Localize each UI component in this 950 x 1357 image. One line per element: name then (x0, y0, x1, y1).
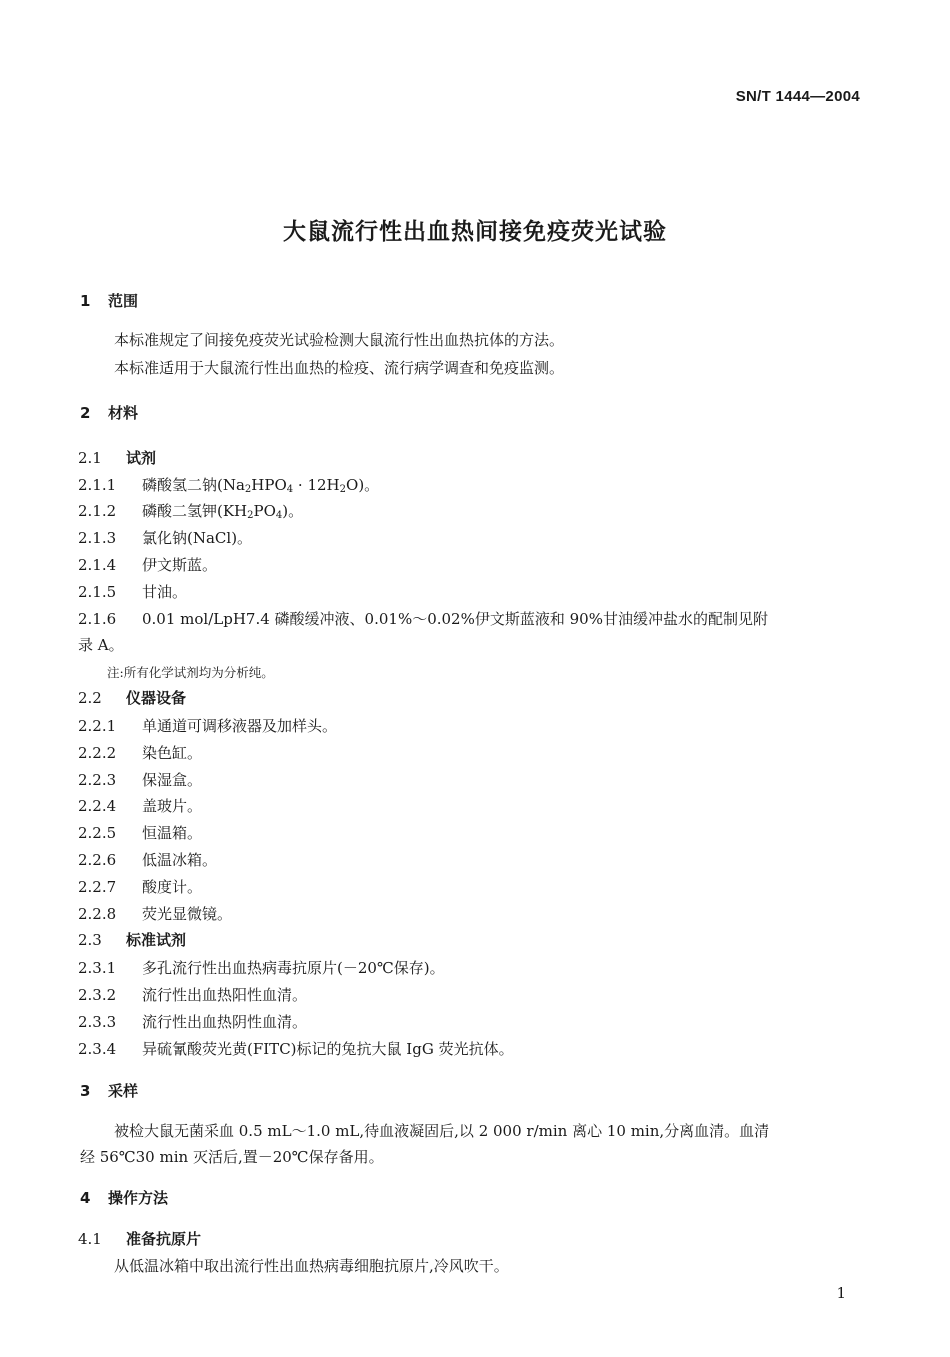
subsection-title: 标准试剂 (126, 931, 187, 949)
section-1-heading (80, 291, 138, 311)
section-number: 2 (80, 404, 91, 422)
subsection-number: 2.1 (78, 449, 102, 467)
item-number: 2.2.5 (78, 824, 117, 842)
list-item (78, 877, 202, 897)
list-item (78, 985, 307, 1005)
list-item (78, 796, 202, 816)
subsection-title: 准备抗原片 (126, 1230, 202, 1248)
list-item (78, 501, 303, 526)
item-text: 甘油。 (142, 583, 188, 601)
subsection-heading (78, 448, 156, 468)
item-text: 染色缸。 (142, 744, 203, 762)
subsection-heading (78, 930, 186, 950)
section-number: 4 (80, 1189, 91, 1207)
subsection-heading (78, 1229, 201, 1249)
item-number: 2.2.1 (78, 717, 117, 735)
section-title: 范围 (108, 292, 139, 310)
item-number: 2.1.2 (78, 502, 117, 520)
subsection-heading (78, 688, 186, 708)
list-item (78, 555, 217, 575)
item-number: 2.1.5 (78, 583, 117, 601)
item-number: 2.1.4 (78, 556, 117, 574)
item-number: 2.3.2 (78, 986, 117, 1004)
item-number: 2.1.1 (78, 476, 117, 494)
paragraph: 从低温冰箱中取出流行性出血热病毒细胞抗原片,冷风吹干。 (114, 1257, 509, 1275)
item-number: 2.3.4 (78, 1040, 117, 1058)
document-title: 大鼠流行性出血热间接免疫荧光试验 (283, 219, 667, 245)
section-number: 3 (80, 1082, 91, 1100)
list-item (78, 770, 202, 790)
list-item (78, 582, 187, 602)
item-text: 流行性出血热阳性血清。 (142, 986, 308, 1004)
item-number: 2.2.3 (78, 771, 117, 789)
section-number: 1 (80, 292, 91, 310)
item-text: 0.01 mol/LpH7.4 磷酸缓冲液、0.01%～0.02%伊文斯蓝液和 90%甘油缓冲盐水的配制见附 (142, 610, 768, 628)
list-item (78, 850, 217, 870)
item-number: 2.1.6 (78, 610, 117, 628)
list-item (78, 528, 252, 548)
list-item (78, 823, 202, 843)
subsection-number: 2.2 (78, 689, 102, 707)
item-number: 2.3.1 (78, 959, 117, 977)
item-text: 盖玻片。 (142, 797, 203, 815)
item-text: 多孔流行性出血热病毒抗原片(－20℃保存)。 (142, 959, 445, 977)
item-number: 2.2.2 (78, 744, 117, 762)
list-item (78, 716, 337, 736)
list-item (78, 475, 379, 500)
item-text: 酸度计。 (142, 878, 203, 896)
list-item (78, 743, 202, 763)
list-item (78, 1012, 307, 1032)
list-item (78, 609, 768, 629)
item-text: 恒温箱。 (142, 824, 203, 842)
item-text: 氯化钠(NaCl)。 (142, 529, 253, 547)
paragraph: 本标准规定了间接免疫荧光试验检测大鼠流行性出血热抗体的方法。 (114, 331, 565, 349)
section-4-heading (80, 1188, 168, 1208)
item-text: 异硫氰酸荧光黄(FITC)标记的兔抗大鼠 IgG 荧光抗体。 (142, 1040, 514, 1058)
section-3-heading (80, 1081, 138, 1101)
subsection-title: 试剂 (126, 449, 157, 467)
paragraph: 经 56℃30 min 灭活后,置－20℃保存备用。 (80, 1148, 384, 1166)
item-text: 磷酸二氢钾$(KH_2PO_4)$。 (142, 502, 304, 521)
item-number: 2.2.6 (78, 851, 117, 869)
page-number: 1 (836, 1284, 846, 1302)
list-item (78, 904, 232, 924)
paragraph: 本标准适用于大鼠流行性出血热的检疫、流行病学调查和免疫监测。 (114, 359, 565, 377)
list-item-continuation: 录 A。 (78, 636, 124, 654)
subsection-number: 4.1 (78, 1230, 102, 1248)
section-title: 材料 (108, 404, 139, 422)
item-number: 2.3.3 (78, 1013, 117, 1031)
item-text: 保湿盒。 (142, 771, 203, 789)
subsection-number: 2.3 (78, 931, 102, 949)
note: 注:所有化学试剂均为分析纯。 (107, 665, 274, 680)
list-item (78, 958, 445, 978)
item-text: 磷酸氢二钠$(Na_2HPO_4 \cdot 12H_2O)$。 (142, 476, 380, 495)
item-text: 伊文斯蓝。 (142, 556, 218, 574)
item-number: 2.2.4 (78, 797, 117, 815)
list-item (78, 1039, 514, 1059)
paragraph: 被检大鼠无菌采血 0.5 mL～1.0 mL,待血液凝固后,以 2 000 r/min 离心 10 min,分离血清。血清 (114, 1122, 770, 1140)
item-text: 荧光显微镜。 (142, 905, 233, 923)
item-text: 低温冰箱。 (142, 851, 218, 869)
section-2-heading (80, 403, 138, 423)
section-title: 操作方法 (108, 1189, 169, 1207)
item-text: 单通道可调移液器及加样头。 (142, 717, 338, 735)
subsection-title: 仪器设备 (126, 689, 187, 707)
item-number: 2.1.3 (78, 529, 117, 547)
standard-number: SN/T 1444—2004 (735, 88, 860, 105)
item-number: 2.2.8 (78, 905, 117, 923)
item-text: 流行性出血热阴性血清。 (142, 1013, 308, 1031)
item-number: 2.2.7 (78, 878, 117, 896)
section-title: 采样 (108, 1082, 139, 1100)
